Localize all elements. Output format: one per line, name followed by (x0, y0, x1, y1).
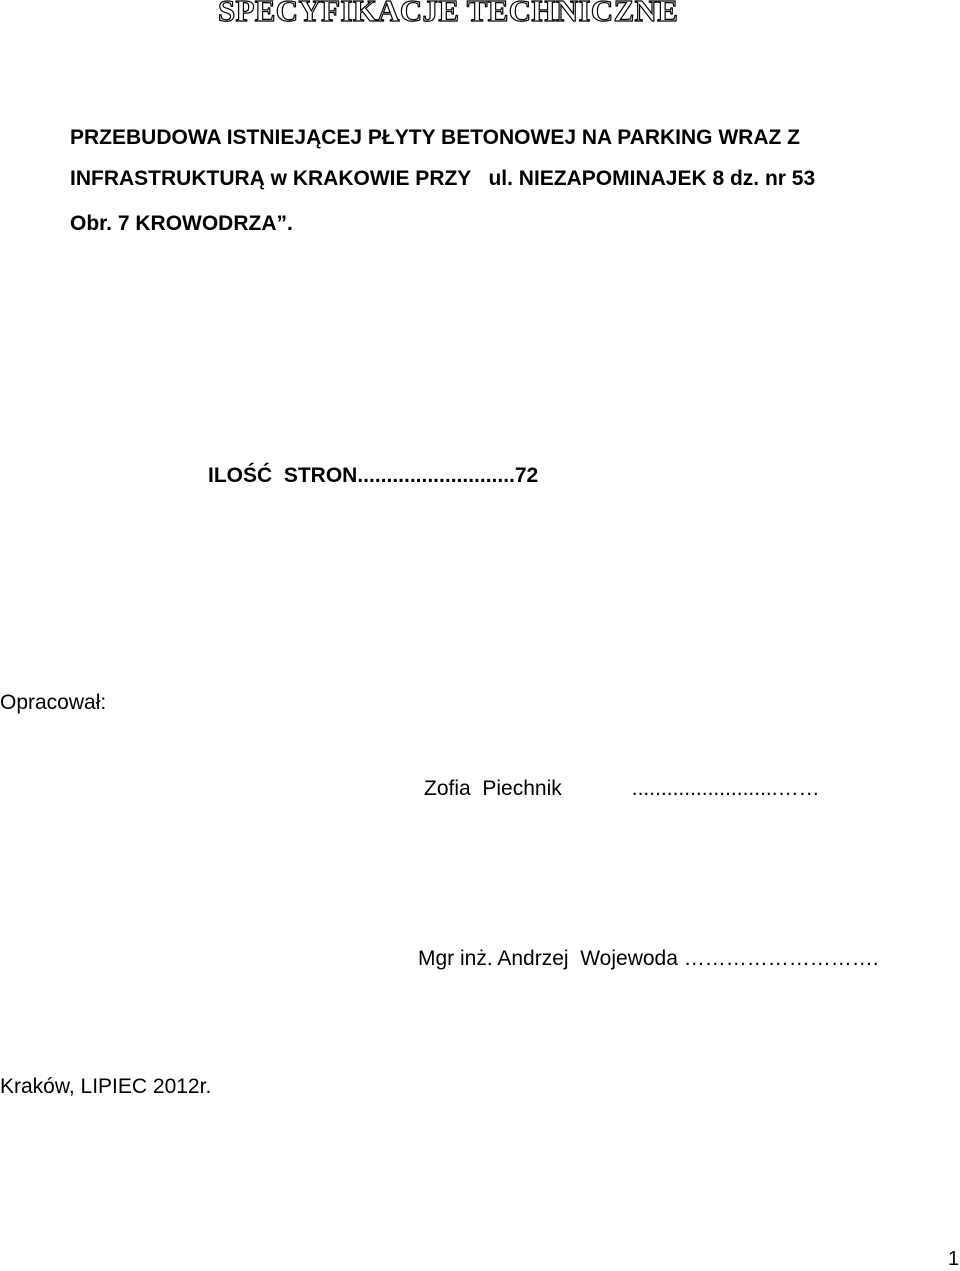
author-zofia-piechnik: Zofia Piechnik .........................…… (424, 777, 820, 800)
project-title-line-1: PRZEBUDOWA ISTNIEJĄCEJ PŁYTY BETONOWEJ NA PARKING WRAZ Z (70, 126, 800, 149)
document-title: SPECYFIKACJE TECHNICZNE (218, 0, 679, 28)
prepared-by-label: Opracował: (0, 691, 107, 714)
project-title-line-3: Obr. 7 KROWODRZA”. (70, 212, 293, 235)
project-title-line-2: INFRASTRUKTURĄ w KRAKOWIE PRZY ul. NIEZAPOMINAJEK 8 dz. nr 53 (70, 167, 816, 190)
author-andrzej-wojewoda: Mgr inż. Andrzej Wojewoda ………………………. (418, 947, 879, 970)
page-number: 1 (948, 1248, 960, 1270)
place-and-date: Kraków, LIPIEC 2012r. (0, 1075, 212, 1098)
page-count: ILOŚĆ STRON...........................72 (208, 464, 539, 487)
